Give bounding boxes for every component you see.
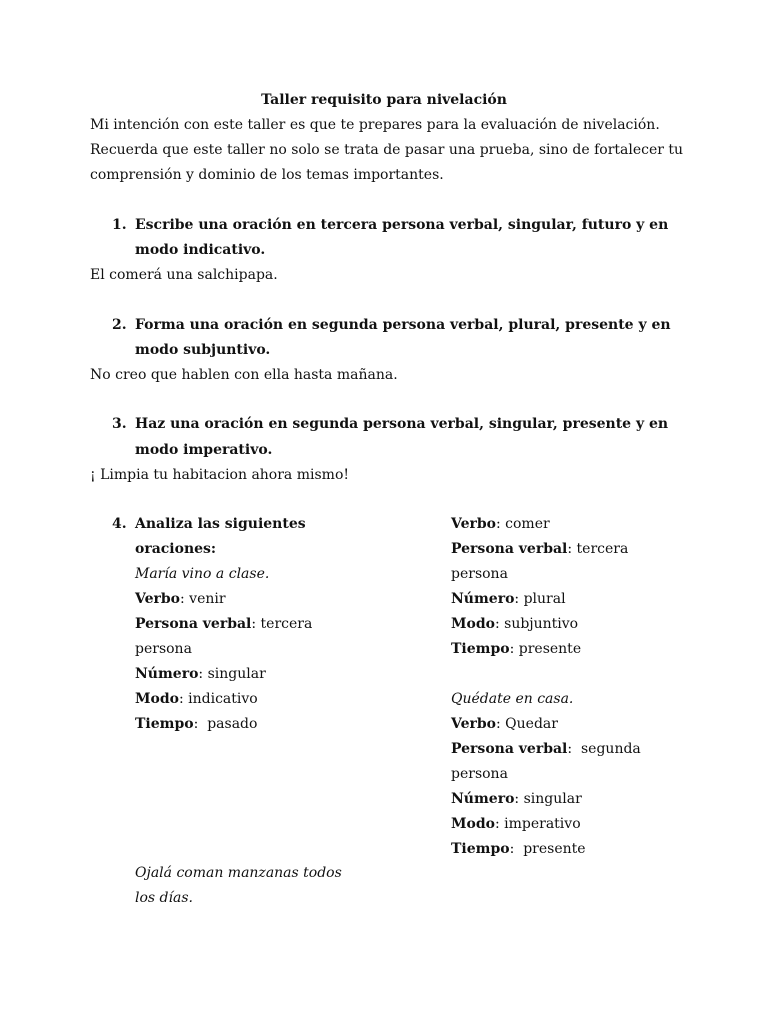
answer-3: ¡ Limpia tu habitacion ahora mismo!	[90, 467, 349, 483]
left-verbo-label: Verbo	[135, 591, 180, 607]
question-1-line-1: Escribe una oración en tercera persona verbal, singular, futuro y en	[135, 217, 669, 233]
left-modo-row	[135, 687, 258, 712]
right-tiempo2-label: Tiempo	[451, 841, 510, 857]
right-persona2-row	[451, 737, 641, 762]
left-modo-label: Modo	[135, 691, 179, 707]
question-2-line-2: modo subjuntivo.	[135, 342, 271, 358]
right-modo-value: : subjuntivo	[494, 616, 579, 632]
right-modo-row	[451, 612, 578, 637]
document-title: Taller requisito para nivelación	[261, 92, 507, 108]
right-tiempo2-row	[451, 837, 586, 862]
question-4-line-1: Analiza las siguientes	[135, 516, 306, 532]
right-verbo-value: : comer	[496, 516, 550, 532]
left-verbo-value: : venir	[180, 591, 226, 607]
left-tiempo-row	[135, 712, 257, 737]
question-2-line-1: Forma una oración en segunda persona verbal, plural, presente y en	[135, 317, 671, 333]
left-persona-label: Persona verbal	[135, 616, 252, 632]
question-2-number: 2.	[112, 317, 127, 333]
right-numero-row	[451, 587, 566, 612]
right-numero-value: : plural	[514, 591, 566, 607]
right-verbo2-label: Verbo	[451, 716, 496, 732]
right-modo2-value: : imperativo	[494, 816, 581, 832]
right-numero2-label: Número	[451, 791, 515, 807]
answer-1: El comerá una salchipapa.	[90, 267, 278, 283]
right-modo2-label: Modo	[451, 816, 495, 832]
right-numero2-value: : singular	[514, 791, 582, 807]
question-4-line-2: oraciones:	[135, 541, 217, 557]
right-persona2-value: : segunda	[567, 741, 641, 757]
right-persona-cont: persona	[451, 566, 508, 582]
intro-line-1: Mi intención con este taller es que te prepares para la evaluación de nivelación.	[90, 117, 660, 133]
left-modo-value: : indicativo	[178, 691, 258, 707]
right-verbo2-row	[451, 712, 558, 737]
question-4-number: 4.	[112, 516, 127, 532]
right-numero-label: Número	[451, 591, 515, 607]
sentence-quedate: Quédate en casa.	[451, 691, 574, 707]
right-persona-value: : tercera	[567, 541, 629, 557]
right-modo2-row	[451, 812, 581, 837]
left-persona-value: : tercera	[251, 616, 313, 632]
right-tiempo2-value: : presente	[509, 841, 586, 857]
question-3-number: 3.	[112, 416, 127, 432]
left-tiempo-label: Tiempo	[135, 716, 194, 732]
left-numero-row	[135, 662, 266, 687]
left-numero-value: : singular	[198, 666, 266, 682]
right-verbo-label: Verbo	[451, 516, 496, 532]
question-1-number: 1.	[112, 217, 127, 233]
left-persona-cont: persona	[135, 641, 192, 657]
right-numero2-row	[451, 787, 582, 812]
right-verbo-row	[451, 512, 550, 537]
question-1-line-2: modo indicativo.	[135, 242, 266, 258]
intro-line-2: Recuerda que este taller no solo se trata de pasar una prueba, sino de fortalecer tu	[90, 142, 684, 158]
sentence-maria: María vino a clase.	[135, 566, 270, 582]
right-modo-label: Modo	[451, 616, 495, 632]
right-persona-label: Persona verbal	[451, 541, 568, 557]
right-persona2-cont: persona	[451, 766, 508, 782]
question-3-line-1: Haz una oración en segunda persona verbal, singular, presente y en	[135, 416, 669, 432]
right-persona-row	[451, 537, 628, 562]
right-tiempo-row	[451, 637, 581, 662]
left-verbo-row	[135, 587, 226, 612]
sentence-ojala-line-2: los días.	[135, 890, 193, 906]
answer-2: No creo que hablen con ella hasta mañana.	[90, 367, 398, 383]
right-tiempo-label: Tiempo	[451, 641, 510, 657]
right-persona2-label: Persona verbal	[451, 741, 568, 757]
sentence-ojala-line-1: Ojalá coman manzanas todos	[135, 865, 342, 881]
intro-line-3: comprensión y dominio de los temas importantes.	[90, 167, 444, 183]
left-tiempo-value: : pasado	[193, 716, 258, 732]
question-3-line-2: modo imperativo.	[135, 442, 273, 458]
left-persona-row	[135, 612, 312, 637]
right-verbo2-value: : Quedar	[496, 716, 558, 732]
right-tiempo-value: : presente	[509, 641, 582, 657]
left-numero-label: Número	[135, 666, 199, 682]
